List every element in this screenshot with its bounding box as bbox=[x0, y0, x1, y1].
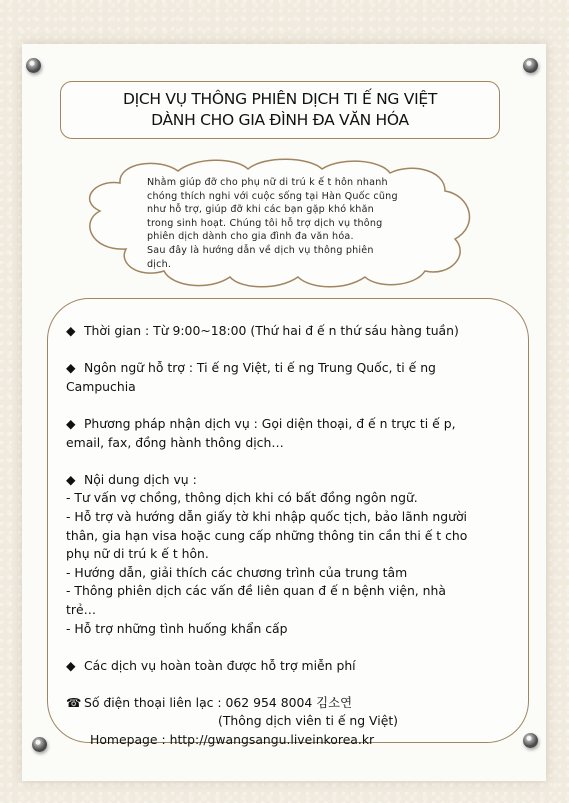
phone-text: Số điện thoại liên lạc : 062 954 8004 김소연 bbox=[83, 694, 353, 710]
diamond-bullet-icon: ◆ bbox=[66, 415, 76, 431]
intro-line: chóng thích nghi với cuộc sống tại Hàn Quốc cũng bbox=[147, 190, 398, 202]
intro-text bbox=[147, 176, 447, 271]
service-item: trẻ… bbox=[66, 601, 96, 617]
interpreter-text: (Thông dịch viên ti ế ng Việt) bbox=[218, 713, 399, 729]
pushpin-icon bbox=[26, 58, 41, 73]
time-text: Thời gian : Từ 9:00~18:00 (Thứ hai đ ế n thứ sáu hàng tuần) bbox=[83, 323, 459, 338]
languages-text-cont: Campuchia bbox=[66, 378, 136, 394]
phone-row bbox=[66, 694, 512, 713]
method-text-cont: email, fax, đồng hành thông dịch… bbox=[66, 434, 284, 450]
diamond-bullet-icon: ◆ bbox=[66, 360, 76, 376]
languages-row bbox=[66, 359, 512, 378]
title-line-1: DỊCH VỤ THÔNG PHIÊN DỊCH TI Ế NG VIỆT bbox=[123, 90, 437, 108]
service-item: - Thông phiên dịch các vấn đề liên quan đ ế n bệnh viện, nhà bbox=[66, 583, 446, 599]
pushpin-icon bbox=[523, 733, 538, 748]
service-item: - Hỗ trợ những tình huống khẩn cấp bbox=[66, 620, 288, 636]
title-line-2: DÀNH CHO GIA ĐÌNH ĐA VĂN HÓA bbox=[151, 111, 409, 129]
intro-line: Nhằm giúp đỡ cho phụ nữ di trú k ế t hôn nhanh bbox=[147, 177, 388, 188]
service-item: thân, gia hạn visa hoặc cung cấp những thông tin cần thi ế t cho bbox=[66, 527, 468, 543]
time-row bbox=[66, 322, 512, 341]
method-text: Phương pháp nhận dịch vụ : Gọi diện thoại, đ ế n trực ti ế p, bbox=[83, 415, 456, 431]
intro-line: phiên dịch dành cho gia đình đa văn hóa. bbox=[147, 231, 354, 243]
free-text: Các dịch vụ hoàn toàn được hỗ trợ miễn phí bbox=[83, 657, 356, 673]
phone-icon: ☎ bbox=[66, 694, 82, 710]
intro-line: như hỗ trợ, giúp đỡ khi các bạn gặp khó khăn bbox=[147, 204, 374, 216]
intro-line: trong sinh hoạt. Chúng tôi hỗ trợ dịch vụ thông bbox=[147, 217, 383, 229]
pushpin-icon bbox=[523, 58, 538, 73]
method-row bbox=[66, 415, 512, 434]
content-heading-row bbox=[66, 471, 512, 490]
diamond-bullet-icon: ◆ bbox=[66, 657, 76, 673]
diamond-bullet-icon: ◆ bbox=[66, 471, 76, 487]
service-item: - Hỗ trợ và hướng dẫn giấy tờ khi nhập quốc tịch, bảo lãnh người bbox=[66, 508, 467, 524]
service-item: phụ nữ di trú k ế t hôn. bbox=[66, 546, 209, 562]
title-box bbox=[60, 81, 500, 139]
homepage-text: Homepage : http://gwangsangu.liveinkorea.kr bbox=[90, 732, 375, 748]
diamond-bullet-icon: ◆ bbox=[66, 323, 76, 338]
pushpin-icon bbox=[32, 737, 47, 752]
intro-line: Sau đây là hướng dẫn về dịch vụ thông phiên bbox=[147, 244, 374, 256]
service-item: - Tư vấn vợ chồng, thông dịch khi có bất đồng ngôn ngữ. bbox=[66, 490, 418, 506]
free-row bbox=[66, 657, 512, 676]
content-heading: Nội dung dịch vụ : bbox=[83, 471, 197, 487]
service-item: - Hướng dẫn, giải thích các chương trình của trung tâm bbox=[66, 564, 408, 580]
intro-line: dịch. bbox=[147, 258, 172, 270]
languages-text: Ngôn ngữ hỗ trợ : Ti ế ng Việt, ti ế ng Trung Quốc, ti ế ng bbox=[83, 360, 436, 376]
info-content bbox=[66, 322, 512, 750]
